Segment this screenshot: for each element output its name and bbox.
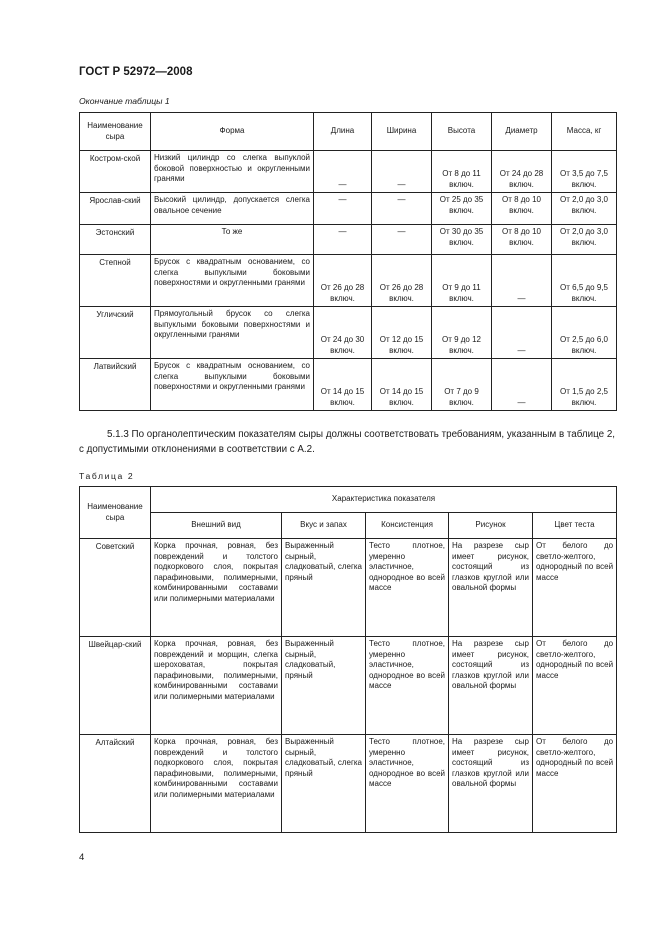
table-row xyxy=(80,307,617,359)
col-header-appearance: Внешний вид xyxy=(151,513,282,539)
cheese-width: — xyxy=(372,193,432,225)
cheese-length: От 26 до 28 включ. xyxy=(314,255,372,307)
col-header-height: Высота xyxy=(432,113,492,151)
cheese-width: От 26 до 28 включ. xyxy=(372,255,432,307)
cheese-appearance: Корка прочная, ровная, без повреждений и морщин, слегка шероховатая, покрытая парафиновыми, полимерными, комбинированными составами или полимерными материалами xyxy=(151,637,282,735)
cheese-length: — xyxy=(314,193,372,225)
cheese-pattern: На разрезе сыр имеет рисунок, состоящий из глазков круглой или овальной формы xyxy=(449,539,533,637)
cheese-form: То же xyxy=(151,225,314,255)
col-header-name: Наименование сыра xyxy=(80,487,151,539)
col-header-length: Длина xyxy=(314,113,372,151)
cheese-name: Советский xyxy=(80,539,151,637)
cheese-taste: Выраженный сырный, сладковатый, пряный xyxy=(282,637,366,735)
cheese-width: От 12 до 15 включ. xyxy=(372,307,432,359)
cheese-height: От 7 до 9 включ. xyxy=(432,359,492,411)
table-row xyxy=(80,193,617,225)
cheese-length: — xyxy=(314,225,372,255)
cheese-mass: От 3,5 до 7,5 включ. xyxy=(552,151,617,193)
table-1 xyxy=(79,112,617,411)
cheese-taste: Выраженный сырный, сладковатый, слегка пряный xyxy=(282,539,366,637)
cheese-color: От белого до светло-желтого, однородный по всей массе xyxy=(533,637,617,735)
cheese-pattern: На разрезе сыр имеет рисунок, состоящий из глазков круглой или овальной формы xyxy=(449,735,533,833)
cheese-mass: От 1,5 до 2,5 включ. xyxy=(552,359,617,411)
cheese-consistency: Тесто плотное, умеренно эластичное, однородное во всей массе xyxy=(366,539,449,637)
clause-5-1-3: 5.1.3 По органолептическим показателям сыры должны соответствовать требованиям, указанным в таблице 2, с допустимыми отклонениями в соответствии с А.2. xyxy=(79,429,615,455)
col-header-width: Ширина xyxy=(372,113,432,151)
col-header-name: Наименование сыра xyxy=(80,113,151,151)
cheese-length: От 14 до 15 включ. xyxy=(314,359,372,411)
col-group-header: Характеристика показателя xyxy=(151,487,617,513)
cheese-width: От 14 до 15 включ. xyxy=(372,359,432,411)
cheese-appearance: Корка прочная, ровная, без повреждений и толстого подкоркового слоя, покрытая парафиновыми, полимерными, комбинированными составами или полимерными материалами xyxy=(151,735,282,833)
table1-caption: Окончание таблицы 1 xyxy=(79,96,170,106)
cheese-diameter: — xyxy=(492,307,552,359)
table2-subheader-row xyxy=(80,513,617,539)
cheese-width: — xyxy=(372,151,432,193)
table-row xyxy=(80,255,617,307)
cheese-name: Эстонский xyxy=(80,225,151,255)
cheese-form: Брусок с квадратным основанием, со слегка выпуклыми боковыми поверхностями и округленными гранями xyxy=(151,359,314,411)
cheese-color: От белого до светло-желтого, однородный по всей массе xyxy=(533,735,617,833)
table-row xyxy=(80,225,617,255)
table-row xyxy=(80,637,617,735)
cheese-height: От 25 до 35 включ. xyxy=(432,193,492,225)
table2-caption: Таблица 2 xyxy=(79,471,135,481)
cheese-height: От 9 до 11 включ. xyxy=(432,255,492,307)
cheese-mass: От 2,0 до 3,0 включ. xyxy=(552,225,617,255)
cheese-name: Костром-ской xyxy=(80,151,151,193)
cheese-name: Алтайский xyxy=(80,735,151,833)
cheese-form: Низкий цилиндр со слегка выпуклой боковой поверхностью и округленными гранями xyxy=(151,151,314,193)
cheese-taste: Выраженный сырный, сладковатый, слегка пряный xyxy=(282,735,366,833)
cheese-form: Брусок с квадратным основанием, со слегка выпуклыми боковыми поверхностями и округленными гранями xyxy=(151,255,314,307)
cheese-length: — xyxy=(314,151,372,193)
cheese-name: Швейцар-ский xyxy=(80,637,151,735)
table-row xyxy=(80,359,617,411)
cheese-name: Угличский xyxy=(80,307,151,359)
table-row xyxy=(80,151,617,193)
cheese-mass: От 6,5 до 9,5 включ. xyxy=(552,255,617,307)
col-header-taste: Вкус и запах xyxy=(282,513,366,539)
cheese-height: От 8 до 11 включ. xyxy=(432,151,492,193)
cheese-diameter: От 8 до 10 включ. xyxy=(492,225,552,255)
col-header-color: Цвет теста xyxy=(533,513,617,539)
cheese-diameter: — xyxy=(492,359,552,411)
document-code: ГОСТ Р 52972—2008 xyxy=(79,66,193,78)
table1-header-row xyxy=(80,113,617,151)
cheese-width: — xyxy=(372,225,432,255)
col-header-mass: Масса, кг xyxy=(552,113,617,151)
cheese-diameter: От 8 до 10 включ. xyxy=(492,193,552,225)
table-2 xyxy=(79,486,617,833)
cheese-height: От 30 до 35 включ. xyxy=(432,225,492,255)
cheese-color: От белого до светло-желтого, однородный по всей массе xyxy=(533,539,617,637)
cheese-consistency: Тесто плотное, умеренно эластичное, однородное во всей массе xyxy=(366,735,449,833)
cheese-name: Степной xyxy=(80,255,151,307)
cheese-appearance: Корка прочная, ровная, без повреждений и толстого подкоркового слоя, покрытая парафиновыми, полимерными, комбинированными составами или полимерными материалами xyxy=(151,539,282,637)
cheese-form: Прямоугольный брусок со слегка выпуклыми боковыми поверхностями и округленными гранями xyxy=(151,307,314,359)
table2-header-row xyxy=(80,487,617,513)
cheese-form: Высокий цилиндр, допускается слегка овальное сечение xyxy=(151,193,314,225)
cheese-name: Ярослав-ский xyxy=(80,193,151,225)
col-header-consistency: Консистенция xyxy=(366,513,449,539)
page-number: 4 xyxy=(79,852,85,863)
cheese-pattern: На разрезе сыр имеет рисунок, состоящий из глазков круглой или овальной формы xyxy=(449,637,533,735)
cheese-consistency: Тесто плотное, умеренно эластичное, однородное во всей массе xyxy=(366,637,449,735)
cheese-mass: От 2,5 до 6,0 включ. xyxy=(552,307,617,359)
cheese-length: От 24 до 30 включ. xyxy=(314,307,372,359)
cheese-name: Латвийский xyxy=(80,359,151,411)
table-row xyxy=(80,539,617,637)
cheese-diameter: — xyxy=(492,255,552,307)
cheese-diameter: От 24 до 28 включ. xyxy=(492,151,552,193)
cheese-mass: От 2,0 до 3,0 включ. xyxy=(552,193,617,225)
col-header-pattern: Рисунок xyxy=(449,513,533,539)
col-header-form: Форма xyxy=(151,113,314,151)
table-row xyxy=(80,735,617,833)
cheese-height: От 9 до 12 включ. xyxy=(432,307,492,359)
col-header-diameter: Диаметр xyxy=(492,113,552,151)
